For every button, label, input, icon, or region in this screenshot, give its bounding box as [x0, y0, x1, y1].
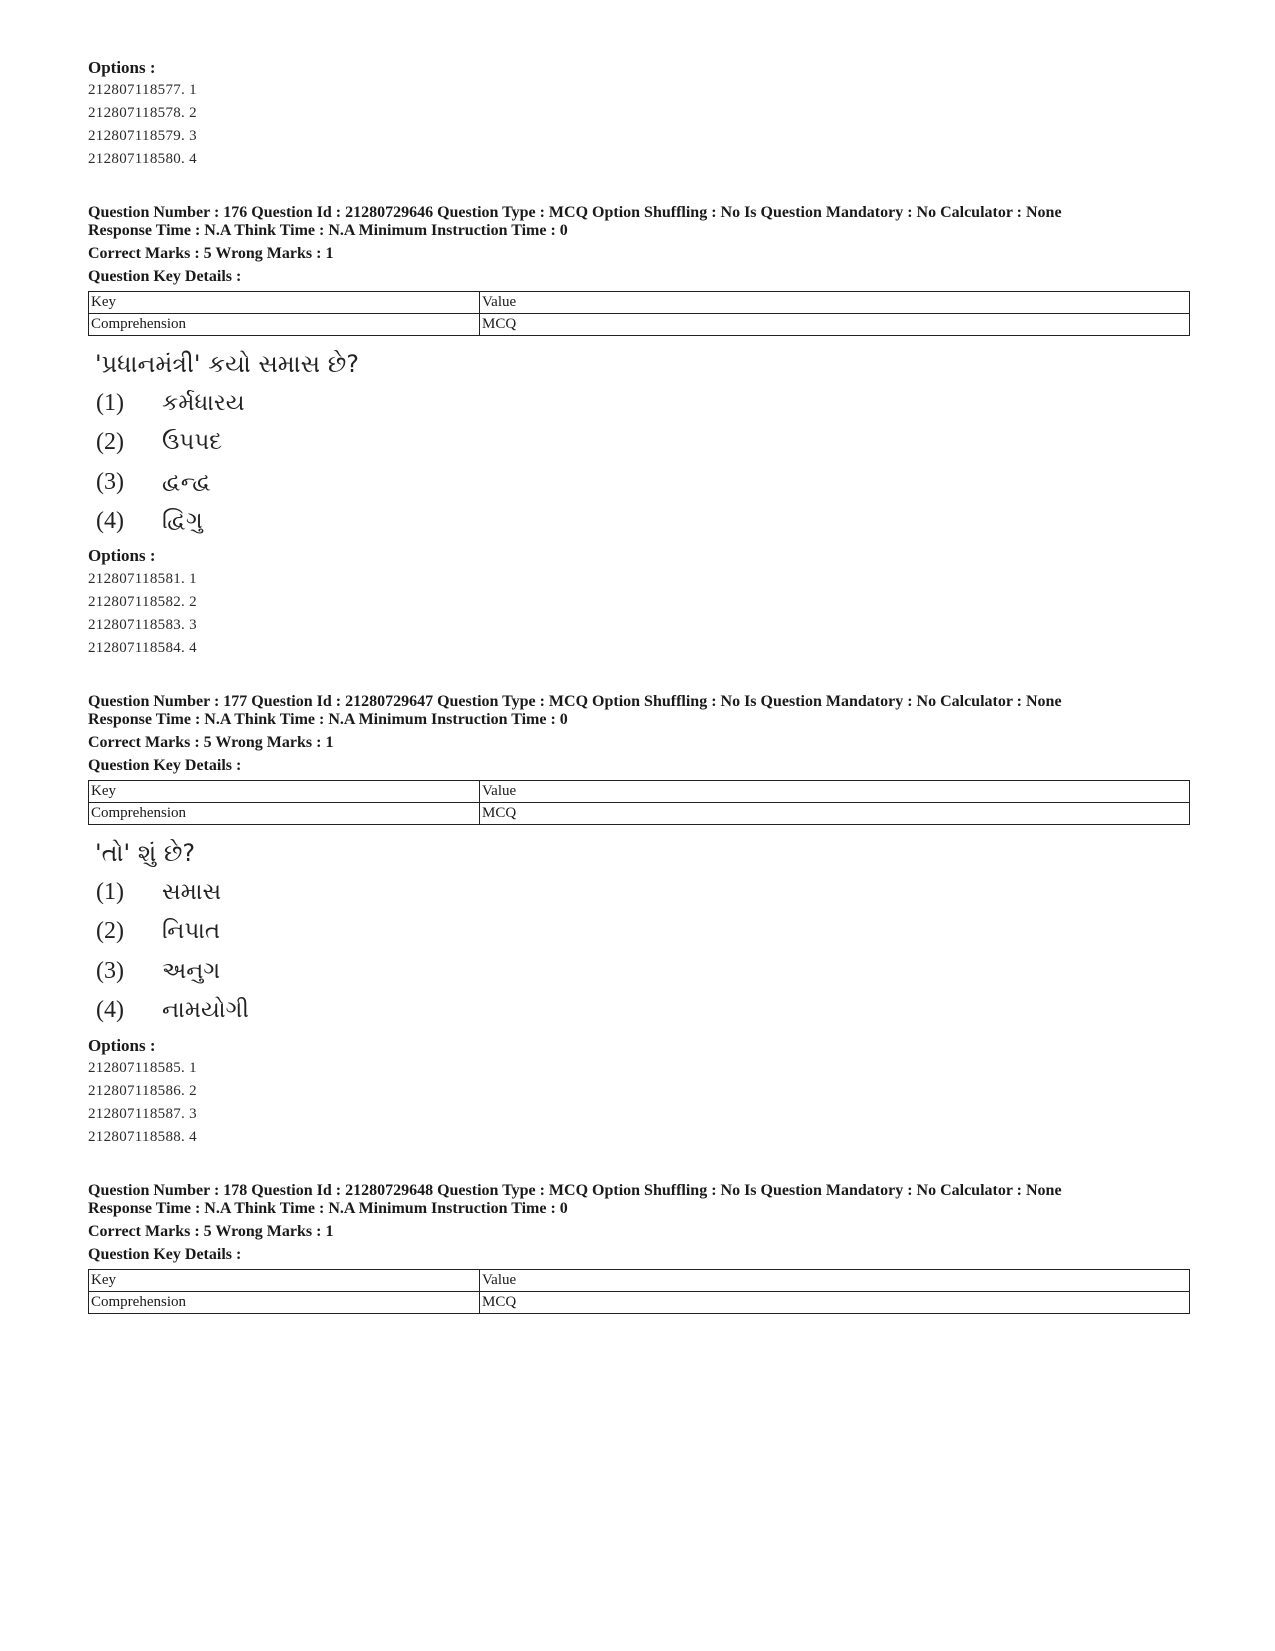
- key-table-header-row: [89, 781, 1190, 803]
- question-timing-line: Response Time : N.A Think Time : N.A Minimum Instruction Time : 0: [88, 711, 568, 728]
- question-key-table: [88, 780, 1190, 825]
- key-cell: Comprehension: [89, 314, 480, 336]
- key-cell: Comprehension: [89, 1292, 480, 1314]
- question-key-table: [88, 291, 1190, 336]
- options-heading: Options :: [88, 58, 156, 77]
- value-cell: MCQ: [480, 803, 1190, 825]
- choice-text: નિપાત: [162, 918, 221, 944]
- answer-choice: [96, 508, 203, 535]
- answer-choice: [96, 469, 211, 496]
- option-id-line: 212807118580. 4: [88, 151, 197, 167]
- question-timing-line: Response Time : N.A Think Time : N.A Minimum Instruction Time : 0: [88, 1200, 568, 1217]
- question-marks-line: Correct Marks : 5 Wrong Marks : 1: [88, 245, 334, 262]
- option-id-line: 212807118586. 2: [88, 1083, 197, 1099]
- question-key-details-label: Question Key Details :: [88, 1246, 242, 1263]
- question-meta-line: Question Number : 178 Question Id : 21280729648 Question Type : MCQ Option Shuffling : No Is Question Mandatory : No Calculator : None: [88, 1182, 1062, 1199]
- value-cell: MCQ: [480, 1292, 1190, 1314]
- answer-choice: [96, 879, 221, 906]
- question-text: 'તો' શું છે?: [95, 839, 196, 867]
- choice-text: દ્વન્દ્વ: [162, 469, 211, 495]
- value-header-cell: Value: [480, 292, 1190, 314]
- key-table-row: [89, 314, 1190, 336]
- question-meta-line: Question Number : 177 Question Id : 21280729647 Question Type : MCQ Option Shuffling : No Is Question Mandatory : No Calculator : None: [88, 693, 1062, 710]
- choice-text: સમાસ: [162, 879, 222, 905]
- key-header-cell: Key: [89, 781, 480, 803]
- choice-number: (4): [96, 997, 124, 1023]
- choice-number: (3): [96, 469, 124, 495]
- option-id-line: 212807118588. 4: [88, 1129, 197, 1145]
- answer-choice: [96, 958, 220, 985]
- answer-choice: [96, 918, 220, 945]
- choice-number: (1): [96, 390, 124, 416]
- option-id-line: 212807118578. 2: [88, 105, 197, 121]
- question-key-details-label: Question Key Details :: [88, 757, 242, 774]
- value-header-cell: Value: [480, 781, 1190, 803]
- key-table-header-row: [89, 1270, 1190, 1292]
- option-id-line: 212807118584. 4: [88, 640, 197, 656]
- choice-text: નામયોગી: [162, 997, 249, 1023]
- key-header-cell: Key: [89, 1270, 480, 1292]
- option-id-line: 212807118582. 2: [88, 594, 197, 610]
- choice-number: (1): [96, 879, 124, 905]
- choice-number: (2): [96, 429, 124, 455]
- key-table-row: [89, 1292, 1190, 1314]
- choice-number: (3): [96, 958, 124, 984]
- choice-number: (2): [96, 918, 124, 944]
- key-table-header-row: [89, 292, 1190, 314]
- option-id-line: 212807118583. 3: [88, 617, 197, 633]
- option-id-line: 212807118587. 3: [88, 1106, 197, 1122]
- option-id-line: 212807118581. 1: [88, 571, 197, 587]
- option-id-line: 212807118585. 1: [88, 1060, 197, 1076]
- option-id-line: 212807118577. 1: [88, 82, 197, 98]
- key-header-cell: Key: [89, 292, 480, 314]
- value-cell: MCQ: [480, 314, 1190, 336]
- answer-choice: [96, 997, 249, 1024]
- option-id-line: 212807118579. 3: [88, 128, 197, 144]
- question-text: 'પ્રધાનમંત્રી' કયો સમાસ છે?: [95, 350, 359, 378]
- key-table-row: [89, 803, 1190, 825]
- choice-text: દ્વિગુ: [162, 508, 203, 534]
- question-key-details-label: Question Key Details :: [88, 268, 242, 285]
- choice-number: (4): [96, 508, 124, 534]
- options-heading: Options :: [88, 1036, 156, 1055]
- question-meta-line: Question Number : 176 Question Id : 21280729646 Question Type : MCQ Option Shuffling : No Is Question Mandatory : No Calculator : None: [88, 204, 1062, 221]
- question-timing-line: Response Time : N.A Think Time : N.A Minimum Instruction Time : 0: [88, 222, 568, 239]
- choice-text: ઉપપદ: [162, 429, 223, 455]
- answer-choice: [96, 390, 245, 417]
- question-marks-line: Correct Marks : 5 Wrong Marks : 1: [88, 734, 334, 751]
- options-heading: Options :: [88, 546, 156, 565]
- choice-text: કર્મધારય: [162, 390, 245, 416]
- key-cell: Comprehension: [89, 803, 480, 825]
- choice-text: અનુગ: [162, 958, 221, 984]
- value-header-cell: Value: [480, 1270, 1190, 1292]
- question-marks-line: Correct Marks : 5 Wrong Marks : 1: [88, 1223, 334, 1240]
- question-key-table: [88, 1269, 1190, 1314]
- answer-choice: [96, 429, 222, 456]
